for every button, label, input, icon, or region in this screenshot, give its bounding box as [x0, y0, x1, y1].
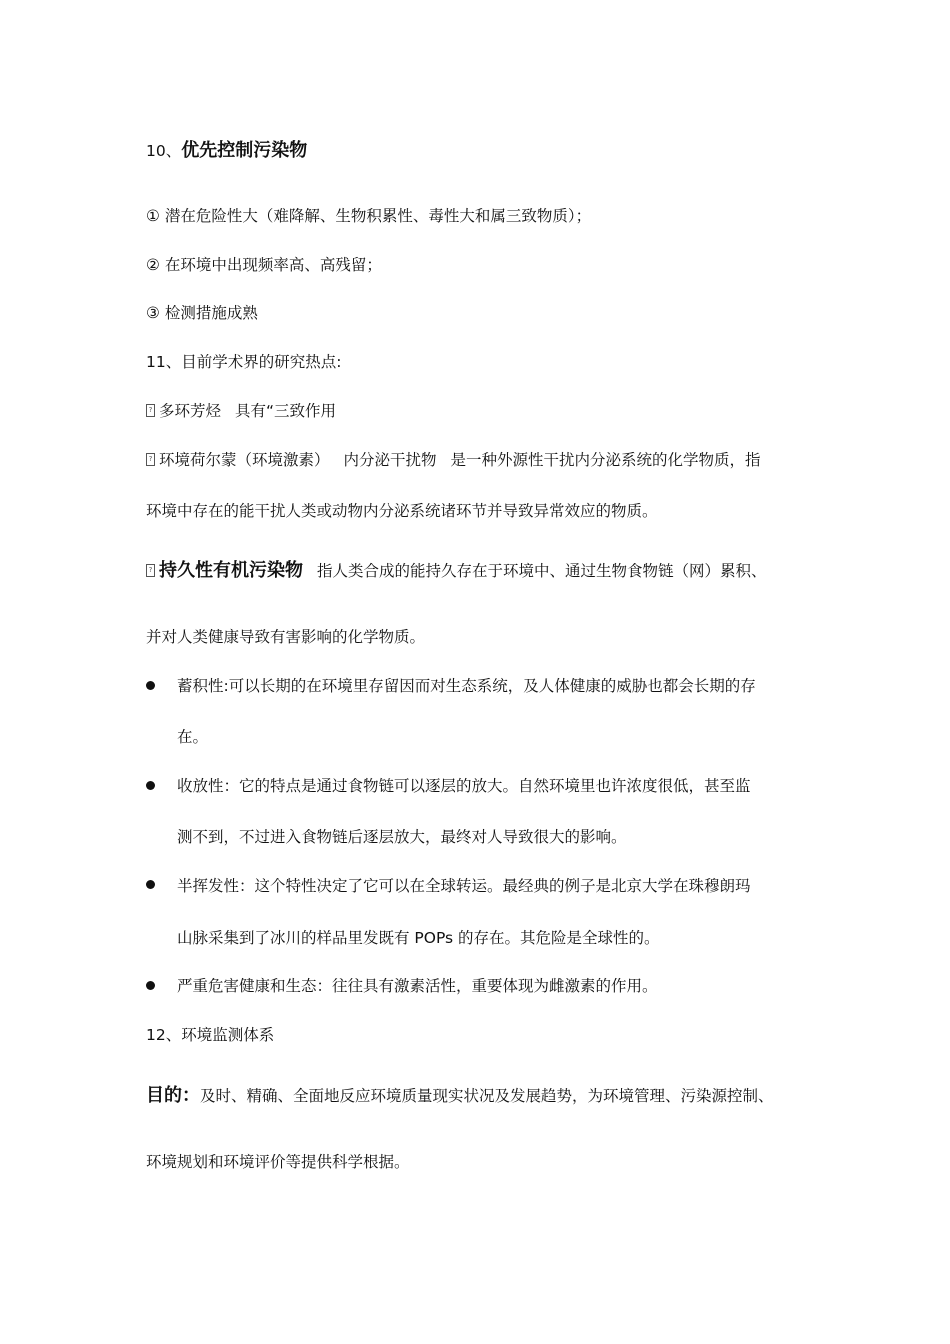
section-title: 优先控制污染物 — [181, 140, 308, 161]
bullet-text-cont: 测不到，不过进入食物链后逐层放大，最终对人导致很大的影响。 — [177, 828, 627, 846]
paragraph-hormone: ? 环境荷尔蒙（环境激素） 内分泌干扰物 是一种外源性干扰内分泌系统的化学物质，指 — [146, 450, 761, 470]
bullet-text-cont: 在。 — [177, 728, 209, 746]
list-item: ① 潜在危险性大（难降解、生物积累性、毒性大和属三致物质）； — [146, 207, 592, 225]
bullet-dot — [146, 681, 155, 690]
section-10-heading — [146, 141, 307, 161]
list-item: ② 在环境中出现频率高、高残留； — [146, 256, 382, 274]
paragraph-pops: ? 持久性有机污染物 指人类合成的能持久存在于环境中、通过生物食物链（网）累积、 — [146, 561, 767, 581]
purpose-label: 目的： — [146, 1085, 200, 1106]
section-12-heading: 12、环境监测体系 — [146, 1026, 275, 1044]
bullet-dot — [146, 880, 155, 889]
bullet-text-cont: 山脉采集到了冰川的样品里发既有 POPs 的存在。其危险是全球性的。 — [177, 929, 660, 947]
purpose-paragraph: 目的：及时、精确、全面地反应环境质量现实状况及发展趋势，为环境管理、污染源控制、 — [146, 1085, 774, 1106]
bullet-text: 半挥发性：这个特性决定了它可以在全球转运。最经典的例子是北京大学在珠穆朗玛 — [177, 877, 751, 895]
section-number: 10、 — [146, 142, 182, 160]
bullet-text: 蓄积性:可以长期的在环境里存留因而对生态系统，及人体健康的威胁也都会长期的存 — [177, 677, 756, 695]
missing-glyph-icon: ? — [146, 564, 155, 577]
list-item: ③ 检测措施成熟 — [146, 304, 258, 322]
bullet-dot — [146, 981, 155, 990]
missing-glyph-icon: ? — [146, 453, 155, 466]
paragraph-pah: ? 多环芳烃 具有“三致作用 — [146, 401, 336, 421]
paragraph-hormone-cont: 环境中存在的能干扰人类或动物内分泌系统诸环节并导致异常效应的物质。 — [146, 502, 658, 520]
purpose-paragraph-cont: 环境规划和环境评价等提供科学根据。 — [146, 1153, 410, 1171]
missing-glyph-icon: ? — [146, 404, 155, 417]
paragraph-pops-cont: 并对人类健康导致有害影响的化学物质。 — [146, 628, 426, 646]
bullet-text: 严重危害健康和生态：往往具有激素活性，重要体现为雌激素的作用。 — [177, 977, 658, 995]
bullet-dot — [146, 781, 155, 790]
section-11-heading: 11、目前学术界的研究热点: — [146, 353, 342, 371]
bullet-text: 收放性：它的特点是通过食物链可以逐层的放大。自然环境里也许浓度很低，甚至监 — [177, 777, 751, 795]
